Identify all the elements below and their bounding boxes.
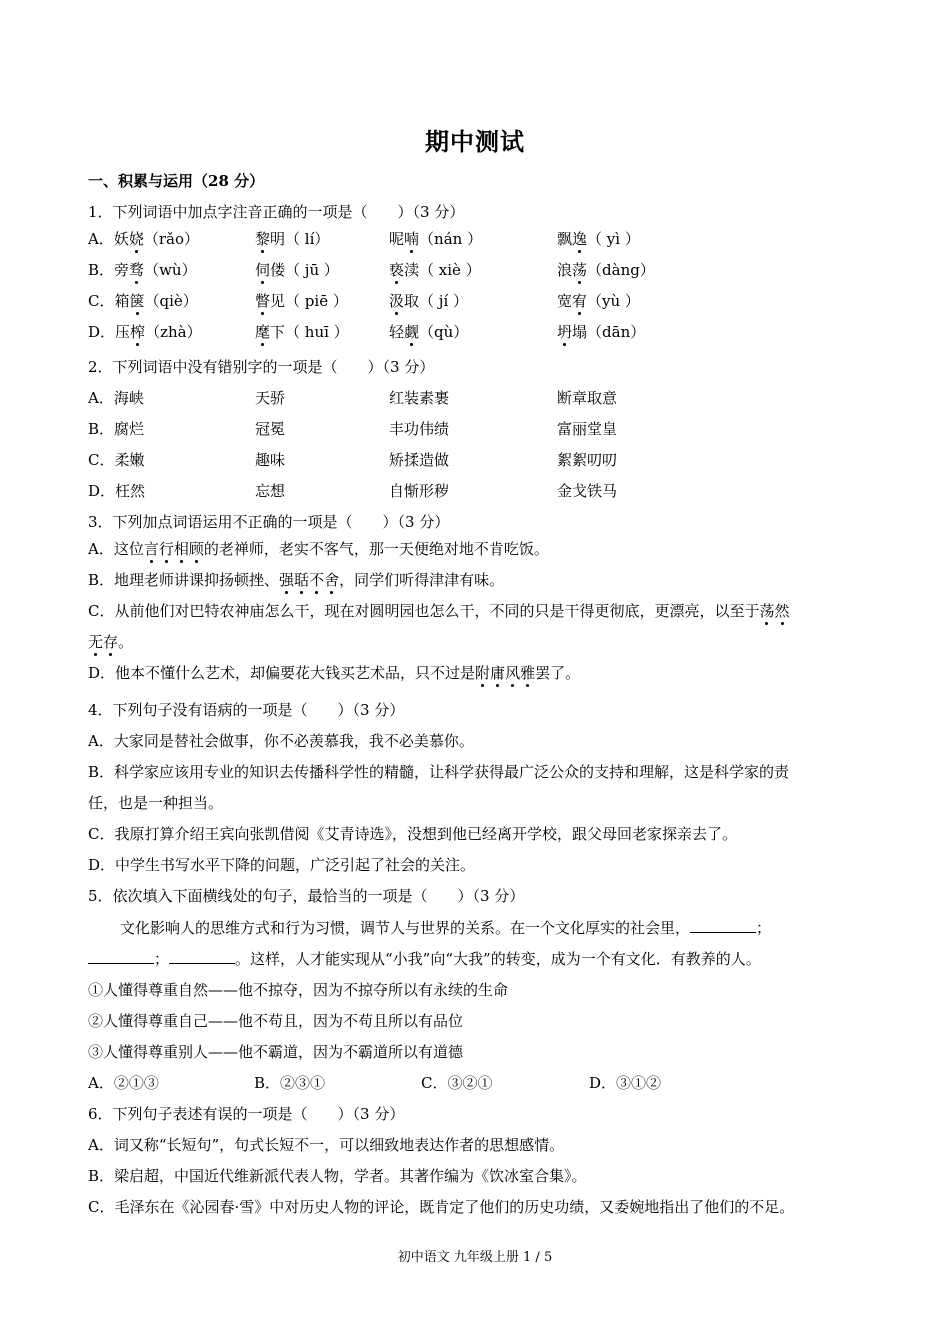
- dotted-char: 无: [88, 633, 104, 651]
- pinyin: （qiè）: [144, 292, 198, 310]
- char: 坍: [557, 323, 573, 341]
- char: 瞥: [255, 292, 271, 310]
- char: 麾: [255, 323, 271, 341]
- char: 取: [404, 292, 420, 310]
- option-word: 金戈铁马: [557, 482, 618, 500]
- char: 偻: [270, 261, 286, 279]
- question-3-option-a: A．这位言行相顾的老禅师，老实不客气，那一天便绝对地不肯吃饭。: [88, 540, 549, 558]
- option-word: [255, 260, 339, 280]
- char: 荡: [572, 261, 588, 279]
- option-word: [389, 229, 482, 249]
- option-word: 丰功伟绩: [389, 420, 450, 438]
- dotted-char: 强: [279, 571, 295, 589]
- pinyin: （rǎo）: [143, 230, 200, 248]
- option-word: [389, 322, 468, 342]
- dotted-char: 行: [158, 540, 174, 558]
- option-c[interactable]: C．③②①: [421, 1074, 493, 1092]
- char: 逸: [572, 230, 588, 248]
- dotted-char: 不: [309, 571, 325, 589]
- char: 觑: [404, 323, 420, 341]
- question-5-stem: 5．依次填入下面横线处的句子，最恰当的一项是（ ）（3 分）: [88, 887, 525, 905]
- question-6-option-a: A．词又称“长短句”，句式长短不一，可以细致地表达作者的思想感情。: [88, 1136, 565, 1154]
- question-4-option-d: D．中学生书写水平下降的问题，广泛引起了社会的关注。: [88, 856, 476, 874]
- option-word: [557, 322, 645, 342]
- dotted-char: 聒: [294, 571, 310, 589]
- char: 汲: [389, 292, 405, 310]
- option-word: [255, 291, 348, 311]
- option-label[interactable]: A．: [88, 230, 114, 248]
- pinyin: （nán ）: [419, 230, 483, 248]
- option-word: 矫揉造做: [389, 451, 450, 469]
- char: 喃: [404, 230, 420, 248]
- question-2-stem: 2．下列词语中没有错别字的一项是（ ）（3 分）: [88, 358, 435, 376]
- option-word: [389, 260, 481, 280]
- char: 飘: [557, 230, 573, 248]
- char: 渎: [404, 261, 420, 279]
- dotted-phrase: [144, 540, 204, 558]
- fill-blank[interactable]: [88, 949, 154, 964]
- dotted-phrase: [759, 602, 789, 620]
- char: 箱: [114, 292, 130, 310]
- option-label[interactable]: D．: [88, 323, 116, 341]
- char: 骛: [129, 261, 145, 279]
- dotted-char: 存: [103, 633, 119, 651]
- pinyin: （zhà）: [145, 323, 202, 341]
- char: 明: [270, 230, 286, 248]
- char: 榨: [130, 323, 146, 341]
- dotted-phrase: [88, 633, 118, 651]
- question-4-option-b-cont: 任，也是一种担当。: [88, 794, 224, 812]
- char: 压: [115, 323, 131, 341]
- page-footer: 初中语文 九年级上册 1 / 5: [397, 1250, 553, 1265]
- dotted-char: 然: [774, 602, 790, 620]
- option-label[interactable]: C．: [88, 292, 115, 310]
- option-b[interactable]: B．②③①: [254, 1074, 326, 1092]
- question-5-passage: 文化影响人的思维方式和行为习惯，调节人与世界的关系。在一个文化厚实的社会里， ；: [120, 919, 772, 937]
- pinyin: （qù）: [419, 323, 469, 341]
- question-4-stem: 4．下列句子没有语病的一项是（ ）（3 分）: [88, 701, 405, 719]
- char: 浪: [557, 261, 573, 279]
- question-4-option-a: A．大家同是替社会做事，你不必羡慕我，我不必美慕你。: [88, 732, 474, 750]
- option-word: [255, 322, 349, 342]
- option-a[interactable]: A．②①③: [88, 1074, 159, 1092]
- char: 黎: [255, 230, 271, 248]
- dotted-char: 顾: [188, 540, 204, 558]
- option-word: 天骄: [255, 389, 286, 407]
- char: 呢: [389, 230, 405, 248]
- fill-blank[interactable]: [169, 949, 235, 964]
- dotted-char: 风: [505, 664, 521, 682]
- char: 宽: [557, 292, 573, 310]
- option-word: [88, 229, 199, 249]
- question-5-passage-cont: ； 。这样，人才能实现从“小我”向“大我”的转变，成为一个有文化．有教养的人。: [88, 949, 761, 969]
- option-word: 富丽堂皇: [557, 420, 618, 438]
- pinyin: （ jí ）: [419, 292, 469, 310]
- option-word: 自惭形秽: [389, 482, 450, 500]
- char: 娆: [128, 230, 144, 248]
- char: 伺: [255, 261, 271, 279]
- option-word: 冠冕: [255, 420, 286, 438]
- option-word: [88, 260, 197, 280]
- question-6-option-c: C．毛泽东在《沁园春·雪》中对历史人物的评论，既肯定了他们的历史功绩，又委婉地指出了他们的不足。: [88, 1198, 795, 1216]
- question-3-stem: 3．下列加点词语运用不正确的一项是（ ）（3 分）: [88, 513, 450, 531]
- char: 旁: [114, 261, 130, 279]
- dotted-char: 雅: [520, 664, 536, 682]
- pinyin: （ yì ）: [587, 230, 640, 248]
- option-word: [255, 229, 329, 249]
- question-3-option-c: C．从前他们对巴特农神庙怎么干，现在对圆明园也怎么干，不同的只是干得更彻底，更漂亮，以至于荡然: [88, 602, 790, 620]
- dotted-char: 舍: [324, 571, 340, 589]
- option-word: 絮絮叨叨: [557, 451, 618, 469]
- char: 轻: [389, 323, 405, 341]
- pinyin: （dān）: [587, 323, 646, 341]
- dotted-char: 附: [475, 664, 491, 682]
- question-4-option-b: B．科学家应该用专业的知识去传播科学性的精髓，让科学获得最广泛公众的支持和理解，这是科学家的责: [88, 763, 790, 781]
- question-3-option-d: D．他本不懂什么艺术，却偏要花大钱买艺术品，只不过是附庸风雅罢了。: [88, 664, 581, 682]
- question-5-item-2: ②人懂得尊重自己——他不苟且，因为不苟且所以有品位: [88, 1012, 464, 1030]
- option-word: 忘想: [255, 482, 286, 500]
- pinyin: （ piē ）: [285, 292, 348, 310]
- option-word: [557, 260, 655, 280]
- dotted-phrase: [279, 571, 339, 589]
- option-d[interactable]: D．③①②: [589, 1074, 662, 1092]
- option-word: 红装素裹: [389, 389, 450, 407]
- dotted-char: 荡: [759, 602, 775, 620]
- section-heading: 一、积累与运用（28 分）: [88, 172, 265, 190]
- dotted-char: 言: [143, 540, 159, 558]
- page-title: 期中测试: [425, 127, 525, 156]
- question-6-stem: 6．下列句子表述有误的一项是（ ）（3 分）: [88, 1105, 405, 1123]
- option-word: [88, 322, 202, 342]
- fill-blank[interactable]: [690, 918, 756, 933]
- pinyin: （ xiè ）: [419, 261, 481, 279]
- char: 见: [270, 292, 286, 310]
- option-word: [557, 291, 640, 311]
- char: 宥: [572, 292, 588, 310]
- char: 亵: [389, 261, 405, 279]
- pinyin: （ huī ）: [285, 323, 349, 341]
- option-word[interactable]: B．腐烂: [88, 420, 145, 438]
- char: 妖: [113, 230, 129, 248]
- pinyin: （yù ）: [587, 292, 640, 310]
- option-word: [389, 291, 468, 311]
- pinyin: （dàng）: [587, 261, 655, 279]
- option-word[interactable]: A．海峡: [88, 389, 144, 407]
- dotted-char: 相: [173, 540, 189, 558]
- dotted-phrase: [475, 664, 535, 682]
- option-word: [557, 229, 640, 249]
- option-word: 趣味: [255, 451, 286, 469]
- question-5-item-1: ①人懂得尊重自然——他不掠夺，因为不掠夺所以有永续的生命: [88, 981, 509, 999]
- char: 箧: [129, 292, 145, 310]
- option-word[interactable]: D．枉然: [88, 482, 146, 500]
- pinyin: （ lí）: [285, 230, 330, 248]
- question-4-option-c: C．我原打算介绍王宾向张凯借阅《艾青诗选》，没想到他已经离开学校，跟父母回老家探亲去了。: [88, 825, 737, 843]
- option-word: [88, 291, 198, 311]
- question-6-option-b: B．梁启超，中国近代维新派代表人物，学者。其著作编为《饮冰室合集》。: [88, 1167, 587, 1185]
- pinyin: （ jū ）: [285, 261, 339, 279]
- char: 塌: [572, 323, 588, 341]
- question-5-item-3: ③人懂得尊重别人——他不霸道，因为不霸道所以有道德: [88, 1043, 464, 1061]
- question-3-option-c-cont: 无存。: [88, 633, 134, 651]
- question-3-option-b: B．地理老师讲课抑扬顿挫、强聒不舍，同学们听得津津有味。: [88, 571, 505, 589]
- pinyin: （wù）: [144, 261, 197, 279]
- dotted-char: 庸: [490, 664, 506, 682]
- option-word[interactable]: C．柔嫩: [88, 451, 145, 469]
- option-label[interactable]: B．: [88, 261, 115, 279]
- char: 下: [270, 323, 286, 341]
- question-1-stem: 1．下列词语中加点字注音正确的一项是（ ）（3 分）: [88, 203, 465, 221]
- option-word: 断章取意: [557, 389, 618, 407]
